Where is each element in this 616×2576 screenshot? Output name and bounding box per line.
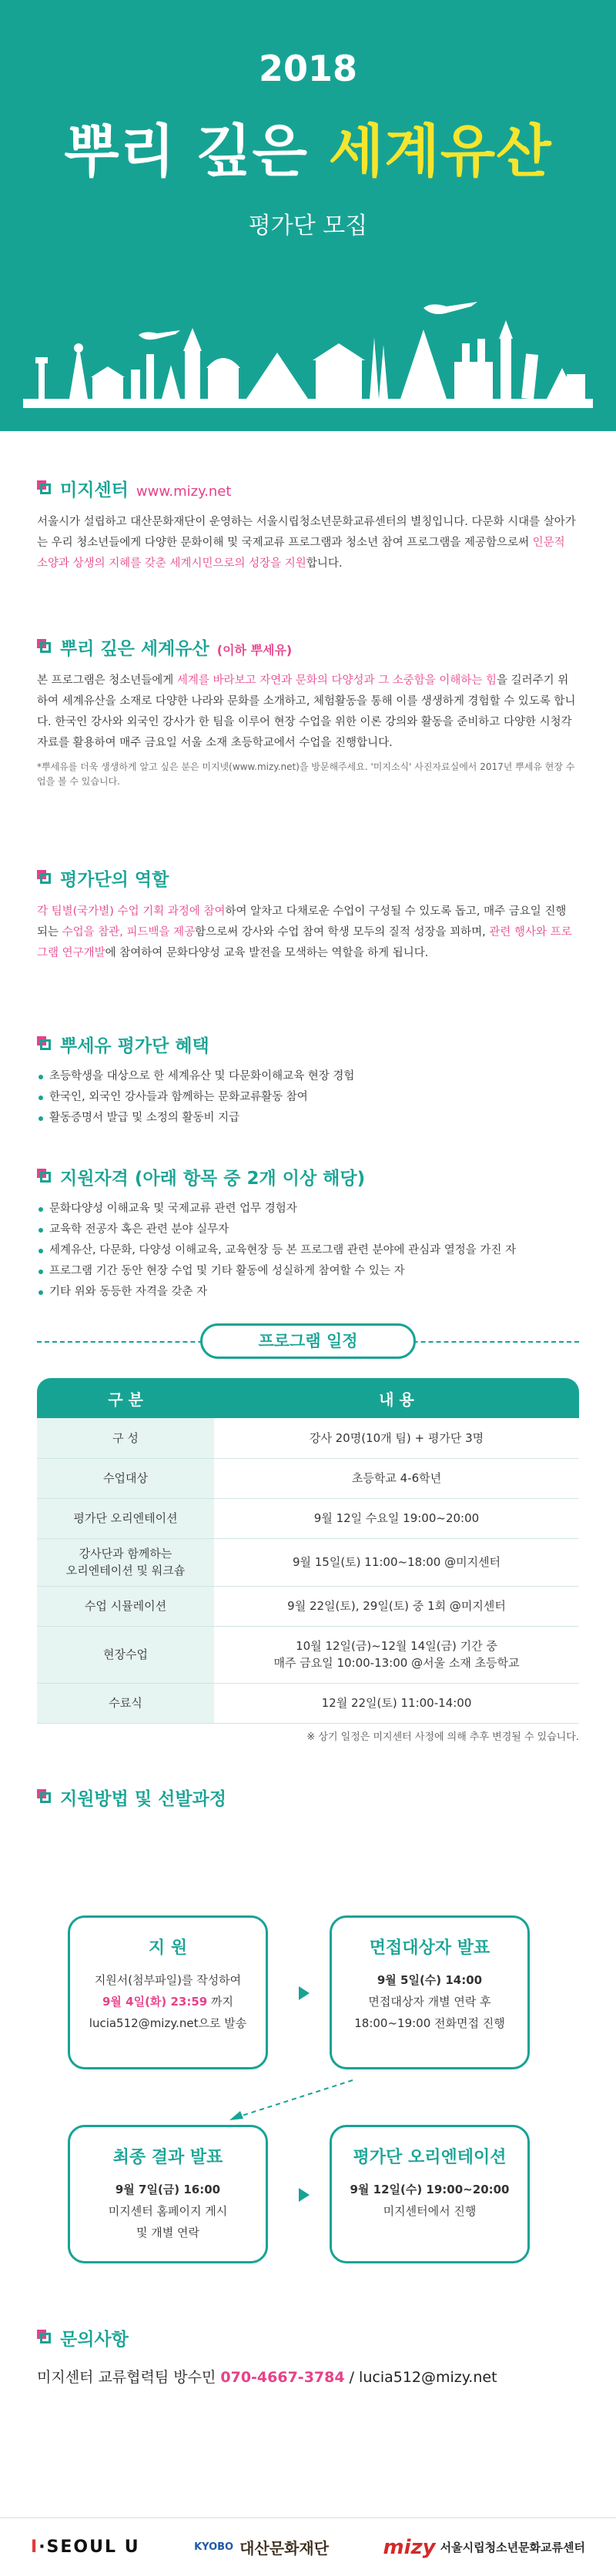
step-date: 9월 12일(수) 19:00~20:00 [350, 2183, 510, 2196]
contact-email[interactable]: / lucia512@mizy.net [344, 2369, 497, 2386]
section-heading [37, 2325, 576, 2350]
hero-title-main: 뿌리 깊은 [64, 119, 308, 185]
row-value: 9월 22일(토), 29일(토) 중 1회 @미지센터 [214, 1586, 579, 1626]
i-seoul-u-logo: I·SEOUL U [31, 2538, 140, 2557]
table-header: 구 분 [37, 1378, 214, 1418]
list-item: 활동증명서 발급 및 소정의 활동비 지급 [37, 1108, 576, 1129]
table-row [37, 1418, 579, 1458]
step-date: 9월 4일(화) 23:59 [102, 1995, 208, 2009]
row-value: 강사 20명(10개 팀) + 평가단 3명 [214, 1418, 579, 1458]
heading-text: 평가단의 역할 [60, 870, 169, 890]
table-header: 내 용 [214, 1378, 579, 1418]
heading-text: 문의사항 [60, 2330, 129, 2350]
table-row [37, 1458, 579, 1498]
row-value: 10월 12일(금)~12월 14일(금) 기간 중 매주 금요일 10:00-13:00 @서울 소재 초등학교 [214, 1626, 579, 1683]
list-item: 교육학 전공자 혹은 관련 분야 실무자 [37, 1219, 576, 1240]
program-body: 본 프로그램은 청소년들에게 세계를 바라보고 자연과 문화의 다양성과 그 소중함을 이해하는 힘을 길러주기 위하여 세계유산을 소재로 다양한 나라와 문화를 소개하고, 체험활동을 통해 이를 생생하게 경험할 수 있도록 합니다. 한국인 강사와 외국인 강사가 한 팀을 이루어 현장 수업을 위한 이론 강의와 활동을 준비하고 다양한 시청각 자료를 활용하여 매주 금요일 서울 소재 초등학교에서 수업을 진행합니다. [37, 674, 576, 749]
step-line: 18:00~19:00 전화면접 진행 [354, 2016, 505, 2030]
section-heading [37, 1032, 576, 1057]
step-line: 미지센터에서 진행 [383, 2204, 477, 2218]
daesan-foundation-logo: KYOBO 대산문화재단 [194, 2539, 330, 2558]
row-key: 현장수업 [37, 1626, 214, 1683]
hero-banner [0, 0, 616, 431]
step-title: 최종 결과 발표 [112, 2148, 223, 2167]
step-line: lucia512@mizy.net으로 발송 [89, 2016, 247, 2030]
schedule-footnote: ※ 상기 일정은 미지센터 사정에 의해 추후 변경될 수 있습니다. [306, 1731, 579, 1743]
footer-logos [0, 2517, 616, 2576]
bullet-square-icon [37, 1036, 52, 1052]
bullet-square-icon [37, 870, 52, 885]
hero-year: 2018 [258, 48, 358, 89]
step-line: 지원서(첨부파일)를 작성하여 [94, 1973, 242, 1987]
step-title: 지 원 [148, 1939, 188, 1958]
contact-heading-wrap [37, 2325, 576, 2350]
row-key: 강사단과 함께하는 오리엔테이션 및 워크숍 [37, 1538, 214, 1586]
bullet-square-icon [37, 480, 52, 496]
list-item: 문화다양성 이해교육 및 국제교류 관련 업무 경험자 [37, 1199, 576, 1219]
table-row [37, 1683, 579, 1723]
step-line: 미지센터 홈페이지 게시 [108, 2204, 228, 2218]
row-value: 9월 15일(토) 11:00~18:00 @미지센터 [214, 1538, 579, 1586]
section-process [37, 1785, 576, 1810]
contact-phone[interactable]: 070-4667-3784 [220, 2369, 345, 2386]
row-key: 수료식 [37, 1683, 214, 1723]
benefits-list [37, 1066, 576, 1129]
list-item: 한국인, 외국인 강사들과 함께하는 문화교류활동 참여 [37, 1087, 576, 1108]
table-row [37, 1498, 579, 1538]
row-value: 9월 12일 수요일 19:00~20:00 [214, 1498, 579, 1538]
schedule-table [37, 1378, 579, 1724]
section-qualifications [37, 1164, 576, 1303]
step-line: 및 개별 연락 [136, 2226, 199, 2240]
section-role [37, 865, 576, 964]
contact-text: 미지센터 교류협력팀 방수민 070-4667-3784 / lucia512@mizy.net [37, 2369, 497, 2386]
table-row [37, 1586, 579, 1626]
list-item: 세계유산, 다문화, 다양성 이해교육, 교육현장 등 본 프로그램 관련 분야에 관심과 열정을 가진 자 [37, 1240, 576, 1261]
program-note: *뿌세유를 더욱 생생하게 알고 싶은 분은 미지넷(www.mizy.net)을 방문해주세요. '미지소식' 사진자료실에서 2017년 뿌세유 현장 수업을 볼 수 있습니다. [37, 761, 575, 787]
hero-title-highlight: 세계유산 [328, 119, 552, 185]
heading-text: 지원방법 및 선발과정 [60, 1789, 226, 1809]
mizy-logo: mizy 서울시립청소년문화교류센터 [383, 2535, 585, 2559]
qualifications-list [37, 1199, 576, 1303]
section-heading [37, 634, 576, 660]
section-program [37, 634, 576, 789]
arrow-diagonal-icon [222, 2077, 360, 2123]
arrow-right-icon [299, 2188, 310, 2202]
process-flow [68, 1915, 545, 2300]
table-row [37, 1626, 579, 1683]
bullet-square-icon [37, 2330, 52, 2345]
step-apply: 지 원 지원서(첨부파일)를 작성하여 9월 4일(화) 23:59 까지 lucia512@mizy.net으로 발송 [68, 1915, 268, 2069]
section-benefits [37, 1032, 576, 1129]
heading-text: 지원자격 (아래 항목 중 2개 이상 해당) [60, 1169, 366, 1189]
role-body: 각 팀별(국가별) 수업 기획 과정에 참여하여 알차고 다채로운 수업이 구성될 수 있도록 돕고, 매주 금요일 진행되는 수업을 참관, 피드백을 제공함으로써 강사와 수업 참여 학생 모두의 질적 성장을 꾀하며, 관련 행사와 프로그램 연구개발에 참여하여 문화다양성 교육 발전을 모색하는 역할을 하게 됩니다. [37, 905, 572, 959]
section-heading [37, 1164, 576, 1189]
hero-title [0, 106, 616, 188]
section-mizy [37, 476, 576, 574]
heading-text: 뿌세유 평가단 혜택 [60, 1036, 209, 1056]
bullet-square-icon [37, 1789, 52, 1805]
heading-text: 뿌리 깊은 세계유산 [60, 639, 209, 659]
step-title: 면접대상자 발표 [369, 1939, 490, 1958]
row-key: 수업 시뮬레이션 [37, 1586, 214, 1626]
row-key: 구 성 [37, 1418, 214, 1458]
bullet-square-icon [37, 639, 52, 654]
table-row [37, 1538, 579, 1586]
step-interview [330, 1915, 530, 2069]
step-date: 9월 7일(금) 16:00 [115, 2183, 221, 2196]
step-orientation [330, 2125, 530, 2263]
bullet-square-icon [37, 1169, 52, 1184]
row-key: 평가단 오리엔테이션 [37, 1498, 214, 1538]
step-line: 면접대상자 개별 연락 후 [368, 1995, 491, 2009]
mizy-url-link[interactable]: www.mizy.net [136, 483, 232, 500]
step-final [68, 2125, 268, 2263]
world-landmarks-illustration [23, 277, 593, 408]
row-value: 초등학교 4-6학년 [214, 1458, 579, 1498]
section-heading [37, 865, 576, 891]
heading-small: (이하 뿌세유) [216, 643, 293, 657]
list-item: 기타 위와 동등한 자격을 갖춘 자 [37, 1282, 576, 1303]
list-item: 프로그램 기간 동안 현장 수업 및 기타 활동에 성실하게 참여할 수 있는 자 [37, 1261, 576, 1282]
section-heading [37, 476, 576, 501]
step-date: 9월 5일(수) 14:00 [377, 1973, 483, 1987]
heading-text: 미지센터 [60, 480, 129, 500]
row-value: 12월 22일(토) 11:00-14:00 [214, 1683, 579, 1723]
arrow-right-icon [299, 1986, 310, 2000]
step-title: 평가단 오리엔테이션 [353, 2148, 507, 2167]
schedule-title: 프로그램 일정 [200, 1323, 416, 1359]
mizy-body: 서울시가 설립하고 대산문화재단이 운영하는 서울시립청소년문화교류센터의 별칭입니다. 다문화 시대를 살아가는 우리 청소년들에게 다양한 문화이해 및 국제교류 프로그램과 청소년 참여 프로그램을 제공함으로써 인문적 소양과 상생의 지혜를 갖춘 세계시민으로의 성장을 지원합니다. [37, 516, 576, 570]
section-heading [37, 1785, 576, 1810]
hero-subtitle: 평가단 모집 [248, 212, 368, 239]
section-contact [37, 2325, 579, 2387]
list-item: 초등학생을 대상으로 한 세계유산 및 다문화이해교육 현장 경험 [37, 1066, 576, 1087]
row-key: 수업대상 [37, 1458, 214, 1498]
